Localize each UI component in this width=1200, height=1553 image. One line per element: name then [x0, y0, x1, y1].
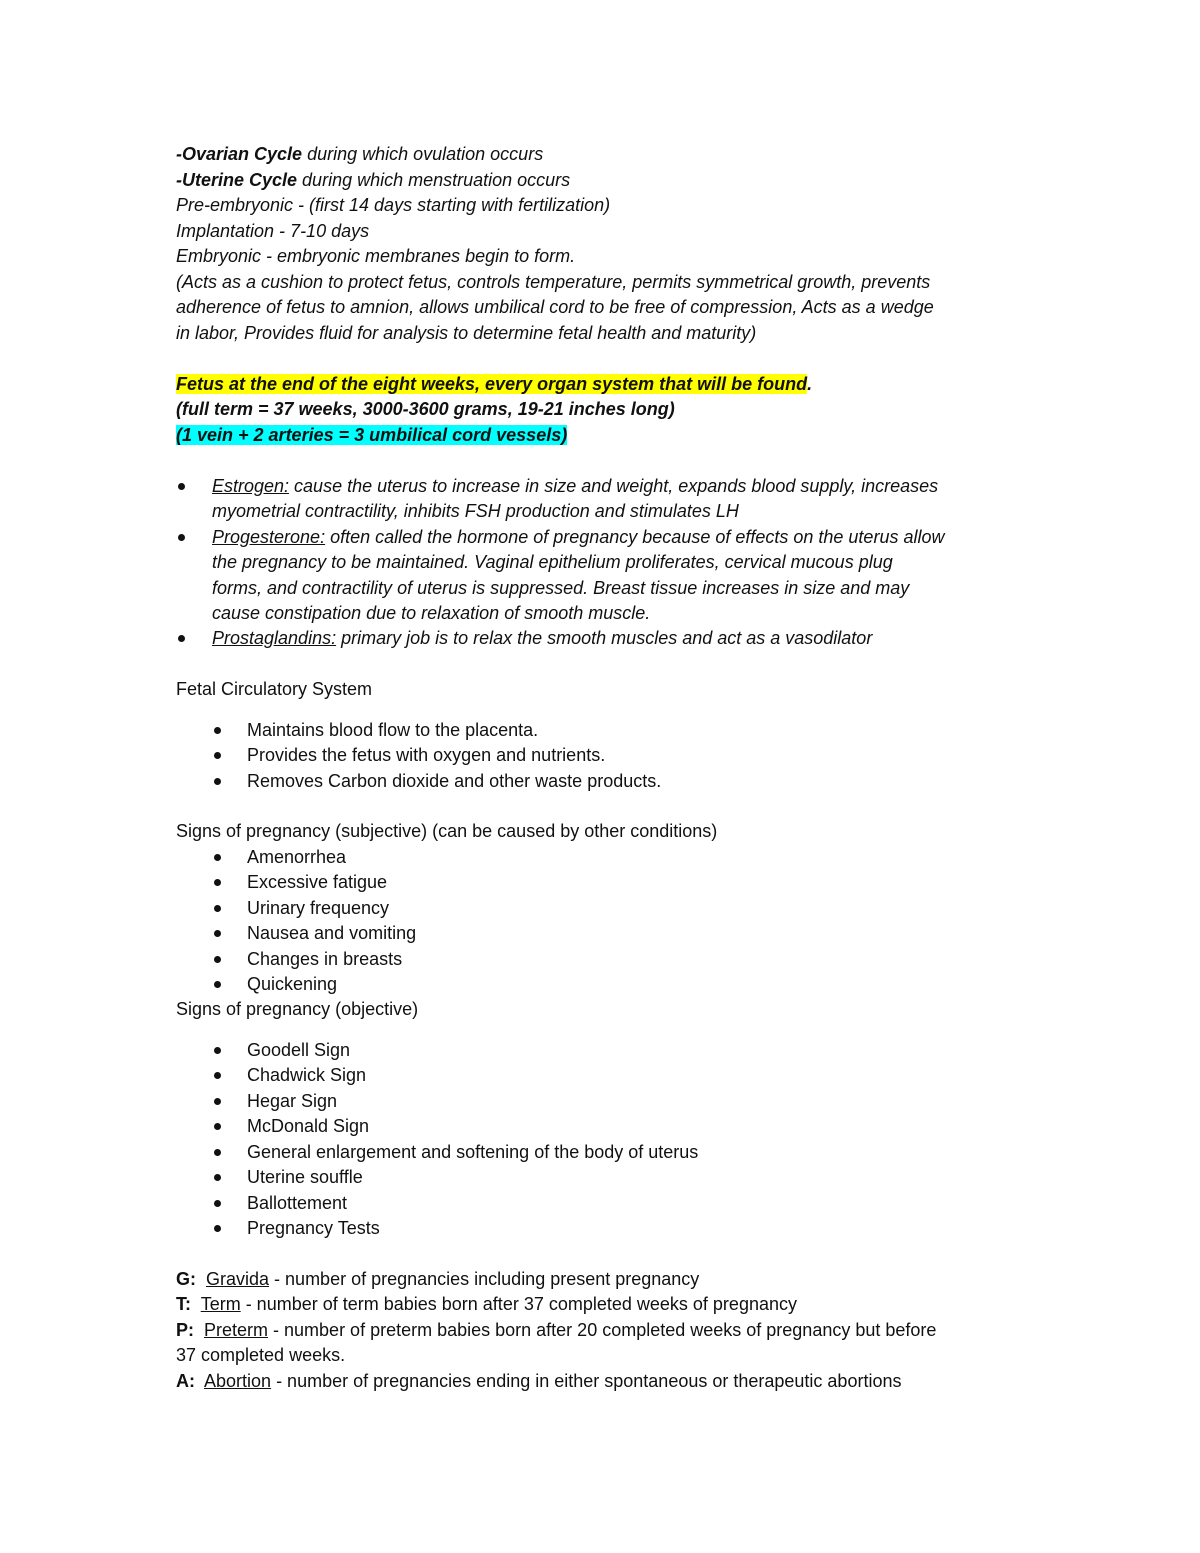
gravida-line [176, 1268, 699, 1290]
prostaglandins-item [212, 627, 872, 649]
bullet-icon [176, 526, 190, 548]
term-line [176, 1293, 797, 1315]
bullet-icon [212, 770, 226, 792]
amniotic-paragraph-line: (Acts as a cushion to protect fetus, controls temperature, permits symmetrical growth, prevents [176, 272, 931, 292]
desc: during which menstruation occurs [297, 170, 571, 190]
bullet-icon [212, 719, 226, 741]
bullet-icon [212, 1039, 226, 1061]
hormone-name: Prostaglandins: [212, 628, 337, 648]
bullet-icon [212, 973, 226, 995]
bullet-icon [212, 948, 226, 970]
ovarian-cycle-line [176, 143, 543, 165]
preterm-line-cont: 37 completed weeks. [176, 1345, 346, 1365]
pre-embryonic-line: Pre-embryonic - (first 14 days starting with fertilization) [176, 195, 611, 215]
bullet-icon [212, 1141, 226, 1163]
full-term-line: (full term = 37 weeks, 3000-3600 grams, 19-21 inches long) [176, 399, 675, 419]
gtpa-term: Gravida [206, 1269, 270, 1289]
list-item: Changes in breasts [247, 949, 403, 969]
bullet-icon [212, 1192, 226, 1214]
uterine-cycle-line [176, 169, 570, 191]
bullet-icon [212, 1115, 226, 1137]
list-item: Uterine souffle [247, 1167, 363, 1187]
progesterone-item-cont: the pregnancy to be maintained. Vaginal epithelium proliferates, cervical mucous plug [212, 552, 893, 572]
gtpa-desc: - number of pregnancies including present pregnancy [269, 1269, 700, 1289]
list-item: Nausea and vomiting [247, 923, 417, 943]
bullet-icon [212, 846, 226, 868]
list-item: Chadwick Sign [247, 1065, 367, 1085]
list-item: Pregnancy Tests [247, 1218, 380, 1238]
amniotic-paragraph-line: adherence of fetus to amnion, allows umbilical cord to be free of compression, Acts as a wedge [176, 297, 934, 317]
gtpa-letter: P: [176, 1320, 194, 1340]
embryonic-line: Embryonic - embryonic membranes begin to form. [176, 246, 576, 266]
bullet-icon [176, 627, 190, 649]
progesterone-item-cont: forms, and contractility of uterus is suppressed. Breast tissue increases in size and may [212, 578, 910, 598]
bullet-icon [212, 1166, 226, 1188]
list-item: Removes Carbon dioxide and other waste products. [247, 771, 662, 791]
list-item: Ballottement [247, 1193, 348, 1213]
vessels-line [176, 424, 567, 446]
term: -Ovarian Cycle [176, 144, 303, 164]
progesterone-item [212, 526, 944, 548]
gtpa-term: Preterm [204, 1320, 269, 1340]
hormone-name: Estrogen: [212, 476, 290, 496]
amniotic-paragraph-line: in labor, Provides fluid for analysis to determine fetal health and maturity) [176, 323, 757, 343]
period: . [807, 374, 813, 394]
implantation-line: Implantation - 7-10 days [176, 221, 370, 241]
bullet-icon [212, 1064, 226, 1086]
progesterone-item-cont: cause constipation due to relaxation of smooth muscle. [212, 603, 651, 623]
estrogen-item [212, 475, 938, 497]
list-item: Amenorrhea [247, 847, 347, 867]
gtpa-letter: G: [176, 1269, 196, 1289]
bullet-icon [212, 1217, 226, 1239]
estrogen-item-cont: myometrial contractility, inhibits FSH production and stimulates LH [212, 501, 739, 521]
fetus-highlight-line [176, 373, 812, 395]
list-item: Hegar Sign [247, 1091, 338, 1111]
list-item: Goodell Sign [247, 1040, 351, 1060]
fetal-circulatory-heading: Fetal Circulatory System [176, 679, 373, 699]
bullet-icon [212, 897, 226, 919]
list-item: General enlargement and softening of the body of uterus [247, 1142, 699, 1162]
hormone-name: Progesterone: [212, 527, 326, 547]
list-item: Maintains blood flow to the placenta. [247, 720, 539, 740]
bullet-icon [212, 1090, 226, 1112]
abortion-line [176, 1370, 901, 1392]
bullet-icon [212, 922, 226, 944]
hormone-desc: primary job is to relax the smooth muscles and act as a vasodilator [336, 628, 873, 648]
hormone-desc: often called the hormone of pregnancy because of effects on the uterus allow [325, 527, 945, 547]
gtpa-desc: - number of pregnancies ending in either spontaneous or therapeutic abortions [271, 1371, 902, 1391]
subjective-signs-heading: Signs of pregnancy (subjective) (can be caused by other conditions) [176, 821, 718, 841]
cyan-highlight: (1 vein + 2 arteries = 3 umbilical cord vessels) [176, 425, 568, 445]
gtpa-term: Term [200, 1294, 241, 1314]
desc: during which ovulation occurs [302, 144, 544, 164]
term: -Uterine Cycle [176, 170, 298, 190]
list-item: Provides the fetus with oxygen and nutrients. [247, 745, 606, 765]
bullet-icon [212, 871, 226, 893]
hormone-desc: cause the uterus to increase in size and weight, expands blood supply, increases [289, 476, 939, 496]
list-item: Excessive fatigue [247, 872, 388, 892]
bullet-icon [176, 475, 190, 497]
list-item: Quickening [247, 974, 338, 994]
gtpa-desc: - number of preterm babies born after 20 completed weeks of pregnancy but before [268, 1320, 937, 1340]
bullet-icon [212, 744, 226, 766]
objective-signs-heading: Signs of pregnancy (objective) [176, 999, 419, 1019]
gtpa-term: Abortion [204, 1371, 272, 1391]
yellow-highlight: Fetus at the end of the eight weeks, every organ system that will be found [176, 374, 808, 394]
gtpa-letter: A: [176, 1371, 195, 1391]
list-item: McDonald Sign [247, 1116, 370, 1136]
preterm-line [176, 1319, 936, 1341]
gtpa-desc: - number of term babies born after 37 completed weeks of pregnancy [240, 1294, 797, 1314]
list-item: Urinary frequency [247, 898, 390, 918]
gtpa-letter: T: [176, 1294, 191, 1314]
